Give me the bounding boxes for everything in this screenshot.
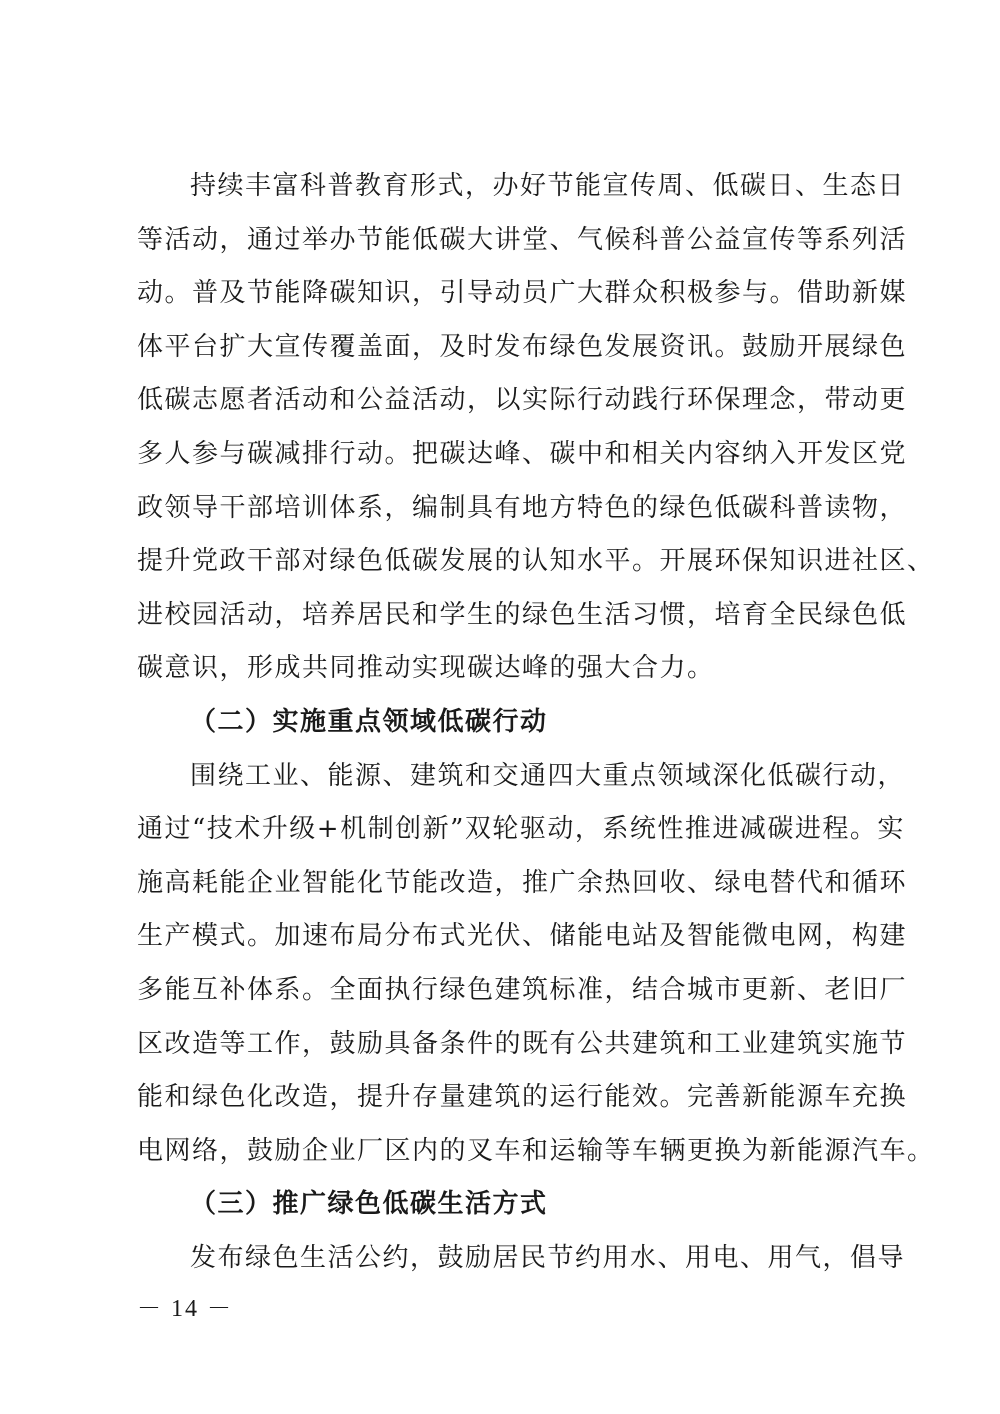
document-body <box>137 160 935 1285</box>
paragraph-line: 发布绿色生活公约，鼓励居民节约用水、用电、用气，倡导 <box>190 1242 906 1273</box>
paragraph-line: 碳意识，形成共同推动实现碳达峰的强大合力。 <box>137 653 715 684</box>
paragraph-line: 围绕工业、能源、建筑和交通四大重点领域深化低碳行动， <box>190 760 906 791</box>
paragraph-line: 施高耗能企业智能化节能改造，推广余热回收、绿电替代和循环 <box>137 867 908 898</box>
paragraph-line: 电网络，鼓励企业厂区内的叉车和运输等车辆更换为新能源汽车。 <box>137 1135 935 1166</box>
paragraph-line: 多能互补体系。全面执行绿色建筑标准，结合城市更新、老旧厂 <box>137 974 908 1005</box>
paragraph-line: 多人参与碳减排行动。把碳达峰、碳中和相关内容纳入开发区党 <box>137 438 908 469</box>
paragraph-line: 通过“技术升级+机制创新”双轮驱动，系统性推进减碳进程。实 <box>137 814 905 845</box>
paragraph-science-education <box>137 160 935 696</box>
paragraph-line: 能和绿色化改造，提升存量建筑的运行能效。完善新能源车充换 <box>137 1082 908 1113</box>
section-heading-key-areas: （二）实施重点领域低碳行动 <box>190 706 548 737</box>
paragraph-line: 进校园活动，培养居民和学生的绿色生活习惯，培育全民绿色低 <box>137 599 908 630</box>
section-heading-green-lifestyle: （三）推广绿色低碳生活方式 <box>190 1189 548 1220</box>
paragraph-line: 动。普及节能降碳知识，引导动员广大群众积极参与。借助新媒 <box>137 278 908 309</box>
paragraph-line: 提升党政干部对绿色低碳发展的认知水平。开展环保知识进社区、 <box>137 546 935 577</box>
paragraph-line: 政领导干部培训体系，编制具有地方特色的绿色低碳科普读物， <box>137 492 908 523</box>
paragraph-line: 等活动，通过举办节能低碳大讲堂、气候科普公益宣传等系列活 <box>137 224 908 255</box>
page-number: － 14 － <box>137 1296 233 1322</box>
paragraph-line: 区改造等工作，鼓励具备条件的既有公共建筑和工业建筑实施节 <box>137 1028 908 1059</box>
paragraph-line: 持续丰富科普教育形式，办好节能宣传周、低碳日、生态日 <box>190 171 906 201</box>
paragraph-key-areas <box>137 750 935 1179</box>
paragraph-green-lifestyle <box>137 1232 906 1286</box>
paragraph-line: 体平台扩大宣传覆盖面，及时发布绿色发展资讯。鼓励开展绿色 <box>137 331 908 362</box>
paragraph-line: 低碳志愿者活动和公益活动，以实际行动践行环保理念，带动更 <box>137 385 908 416</box>
paragraph-line: 生产模式。加速布局分布式光伏、储能电站及智能微电网，构建 <box>137 921 908 952</box>
